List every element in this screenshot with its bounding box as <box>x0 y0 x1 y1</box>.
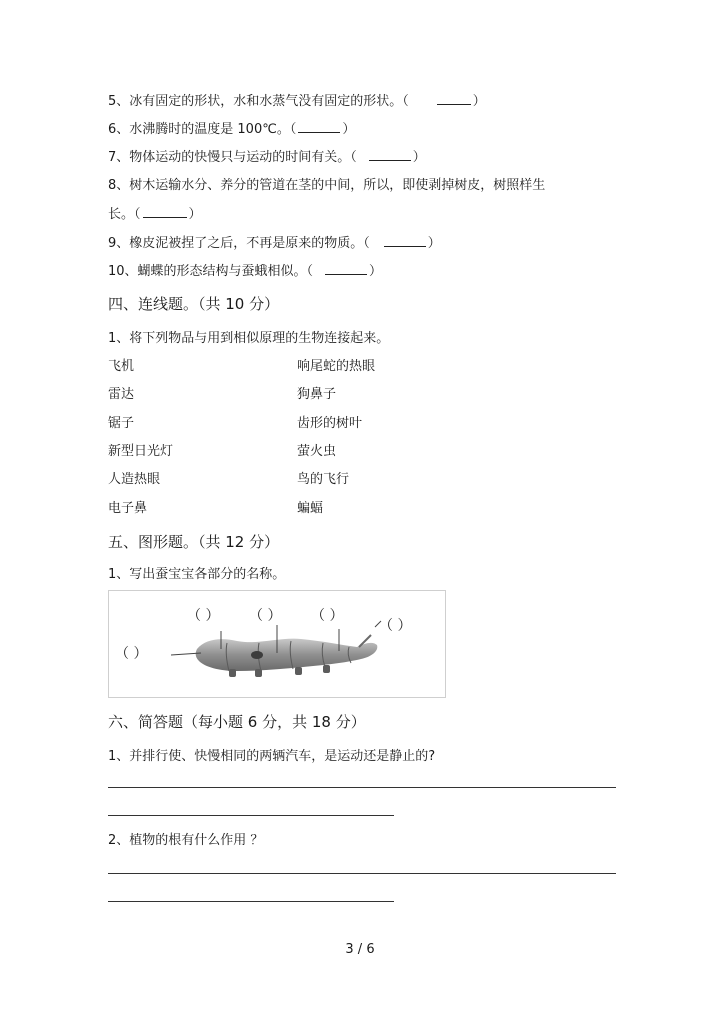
match-left-item[interactable]: 人造热眼 <box>108 472 161 487</box>
answer-blank[interactable] <box>369 148 411 161</box>
match-left-item[interactable]: 电子鼻 <box>108 501 148 516</box>
match-right-item[interactable]: 蝙蝠 <box>297 501 324 516</box>
tf-item-5: 5、冰有固定的形状，水和水蒸气没有固定的形状。（ ） <box>108 94 486 109</box>
figure-label-blank[interactable]: （ ） <box>311 608 344 624</box>
section6-question-2: 2、植物的根有什么作用 ？ <box>108 833 264 848</box>
figure-label-blank[interactable]: （ ） <box>115 646 148 662</box>
section4-question: 1、将下列物品与用到相似原理的生物连接起来。 <box>108 331 390 346</box>
match-left-item[interactable]: 雷达 <box>108 387 135 402</box>
answer-blank[interactable] <box>437 92 471 105</box>
figure-label-blank[interactable]: （ ） <box>379 618 412 634</box>
tf-item-10: 10、蝴蝶的形态结构与蚕蛾相似。（ ） <box>108 264 383 279</box>
match-right-item[interactable]: 响尾蛇的热眼 <box>297 359 376 374</box>
figure-label-blank[interactable]: （ ） <box>249 608 282 624</box>
tf-item-9: 9、橡皮泥被捏了之后，不再是原来的物质。（ ） <box>108 236 441 251</box>
section4-title: 四、连线题。（共 10 分） <box>108 295 280 313</box>
answer-line[interactable] <box>108 815 394 816</box>
match-left-item[interactable]: 飞机 <box>108 359 135 374</box>
match-right-item[interactable]: 齿形的树叶 <box>297 416 363 431</box>
answer-line[interactable] <box>108 873 616 874</box>
page-number: 3 / 6 <box>345 942 375 957</box>
section5-title: 五、图形题。（共 12 分） <box>108 533 280 551</box>
figure-label-blank[interactable]: （ ） <box>187 608 220 624</box>
match-right-item[interactable]: 萤火虫 <box>297 444 337 459</box>
tf-item-7: 7、物体运动的快慢只与运动的时间有关。（ ） <box>108 150 426 165</box>
match-right-item[interactable]: 鸟的飞行 <box>297 472 350 487</box>
answer-blank[interactable] <box>325 262 367 275</box>
eye-spot <box>251 651 263 659</box>
silkworm-figure <box>108 590 446 698</box>
silkworm-body <box>196 639 378 671</box>
answer-blank[interactable] <box>143 205 187 218</box>
answer-blank[interactable] <box>384 234 426 247</box>
tf-item-8: 8、树木运输水分、养分的管道在茎的中间，所以，即使剥掉树皮，树照样生 <box>108 178 546 193</box>
tf-item-6: 6、水沸腾时的温度是 100℃。（ ） <box>108 122 356 137</box>
tf-item-8-cont: 长。（ ） <box>108 207 202 222</box>
section5-question: 1、写出蚕宝宝各部分的名称。 <box>108 567 286 582</box>
answer-blank[interactable] <box>298 120 340 133</box>
match-left-item[interactable]: 锯子 <box>108 416 135 431</box>
section6-question-1: 1、并排行使、快慢相同的两辆汽车，是运动还是静止的? <box>108 749 436 764</box>
section6-title: 六、简答题（每小题 6 分，共 18 分） <box>108 713 366 731</box>
answer-line[interactable] <box>108 901 394 902</box>
answer-line[interactable] <box>108 787 616 788</box>
match-left-item[interactable]: 新型日光灯 <box>108 444 174 459</box>
match-right-item[interactable]: 狗鼻子 <box>297 387 337 402</box>
